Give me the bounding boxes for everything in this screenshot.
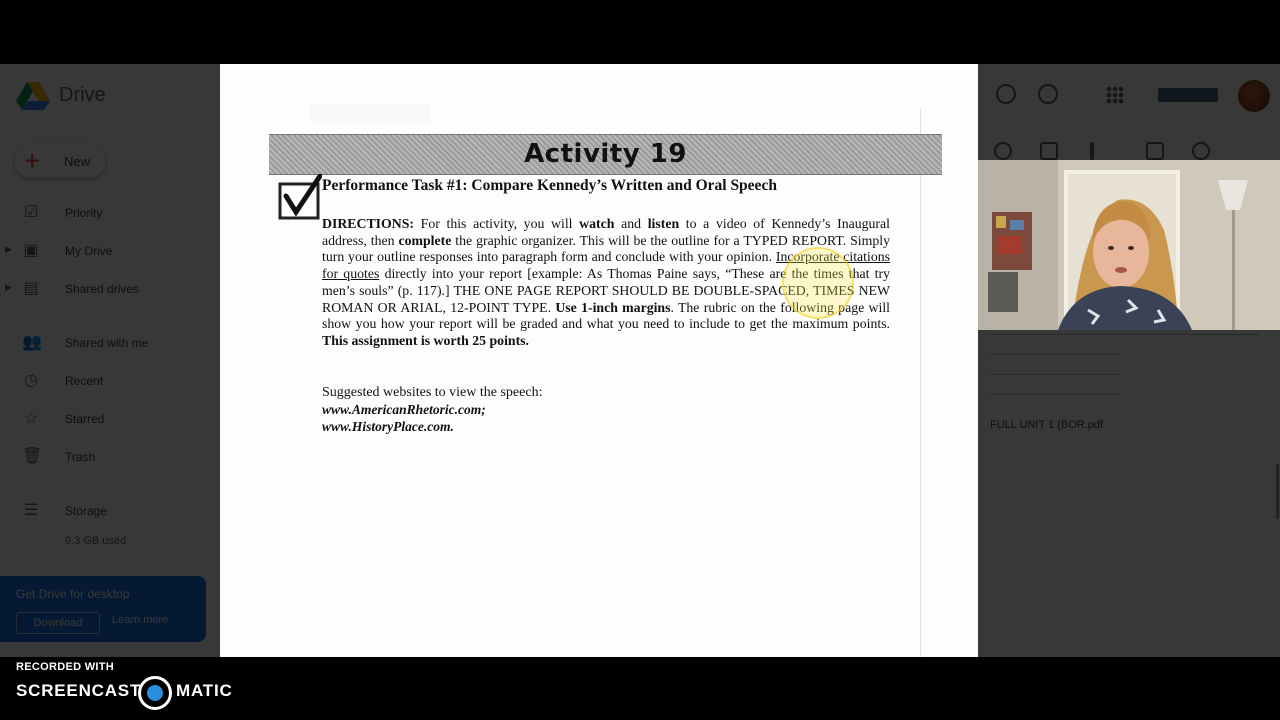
activity-banner [269, 134, 942, 175]
directions-text: . The rubric on the following page will show you how your report will be graded and what you need to include to get the maximum points. [322, 299, 890, 332]
directions-text: directly into your report [example: As Thomas Paine says, “These are the times that try men’s souls” (p. 117).] THE ONE PAGE REPORT SHOULD BE DOUBLE-SPACED, TIMES NEW ROMAN OR ARIAL, 12-POINT TYPE. [322, 266, 890, 315]
activity-title: Activity 19 [524, 139, 687, 169]
directions-bold: This assignment is worth 25 points. [322, 332, 529, 348]
directions-bold: complete [398, 232, 452, 248]
checkbox-check-icon [278, 174, 322, 222]
directions-bold: Use 1-inch margins [555, 299, 671, 315]
directions-bold: listen [647, 216, 680, 231]
webcam-overlay [978, 160, 1280, 330]
page-edge [920, 108, 921, 657]
directions-underlined: Incorporate citations for quotes [322, 249, 891, 282]
recorder-brand-left: SCREENCAST [16, 681, 142, 700]
directions-text: and [614, 216, 648, 231]
scan-smudge [310, 104, 430, 124]
screencast-logo-icon [138, 676, 172, 710]
recorded-with-label: RECORDED WITH [16, 661, 115, 673]
directions-text: the graphic organizer. This will be the outline for a TYPED REPORT. Simply turn your outline responses into paragraph form and conclude with your opinion. [322, 232, 891, 265]
directions-label: DIRECTIONS: [322, 216, 414, 231]
webcam-presenter-image [978, 160, 1280, 330]
directions-bold: watch [579, 216, 615, 231]
cursor-highlight [782, 247, 854, 319]
directions-text: to a video of Kennedy’s Inaugural address, then [322, 216, 890, 248]
pdf-page [220, 64, 978, 657]
recorder-brand-right: MATIC [176, 681, 233, 700]
browser-viewport [0, 64, 1280, 657]
suggested-websites-label: Suggested websites to view the speech: [322, 385, 543, 400]
directions-text: For this activity, you will [414, 216, 580, 231]
website-link: www.AmericanRhetoric.com; [322, 402, 486, 417]
website-link: www.HistoryPlace.com. [322, 419, 454, 434]
task-heading: Performance Task #1: Compare Kennedy’s Written and Oral Speech [322, 177, 777, 194]
